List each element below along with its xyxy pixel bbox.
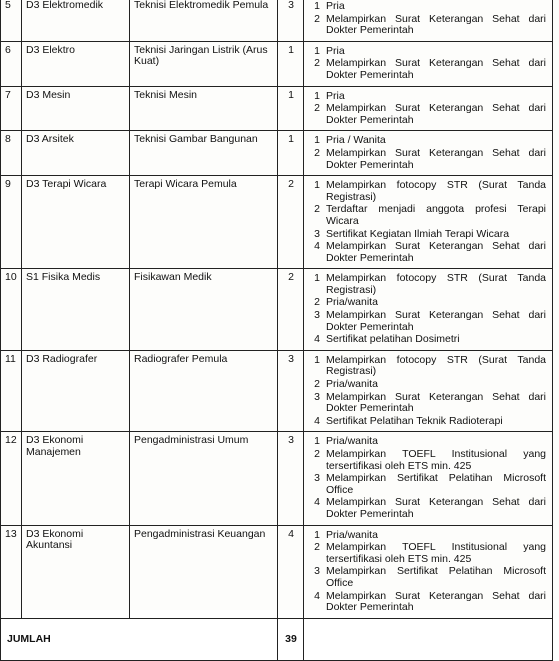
requirement-number: 2 [314,378,320,391]
requirement-item [308,566,549,589]
position-count: 3 [278,0,304,41]
education-program: D3 Elektromedik [22,0,130,41]
row-number: 6 [1,41,22,86]
formation-table-body [1,0,553,660]
requirement-text: Melampirkan Surat Keterangan Sehat dari Dokter Pemerintah [326,146,546,171]
position-count: 3 [278,350,304,432]
requirement-item [308,204,549,227]
requirement-item [308,58,549,81]
requirement-item [308,436,549,448]
requirements-cell [304,432,553,525]
requirement-item [308,297,549,309]
requirement-item [308,497,549,520]
requirement-text: Pria/wanita [326,435,378,448]
requirements-list [308,354,549,430]
requirements-cell [304,176,553,269]
requirement-number: 2 [314,448,320,460]
requirement-number: 4 [314,496,320,509]
requirement-item [308,103,549,126]
position-name: Teknisi Elektromedik Pemula [130,0,278,41]
requirement-text: Melampirkan fotocopy STR (Surat Tanda Registrasi) [326,272,546,296]
requirement-item [308,1,549,13]
requirements-list [308,45,549,84]
requirement-item [308,91,549,103]
requirement-item [308,273,549,296]
requirement-text: Pria [326,0,345,12]
row-number: 8 [1,131,22,176]
requirement-text: Pria / Wanita [326,134,386,147]
requirement-number: 1 [314,353,320,366]
table-row [1,0,553,41]
requirement-text: Melampirkan Surat Keterangan Sehat dari Dokter Pemerintah [326,240,546,264]
requirements-list [308,529,549,616]
requirement-item [308,591,549,614]
requirement-text: Melampirkan TOEFL Institusional yang tersertifikasi oleh ETS min. 425 [326,541,546,565]
requirement-number: 4 [314,414,320,427]
requirement-number: 1 [314,89,320,102]
requirement-number: 2 [314,146,320,159]
requirement-text: Melampirkan Surat Keterangan Sehat dari Dokter Pemerintah [326,496,546,520]
requirements-list [308,179,549,266]
requirement-text: Pria [326,44,345,57]
position-name: Radiografer Pemula [130,350,278,432]
position-count: 4 [278,525,304,618]
requirement-number: 1 [314,435,320,448]
education-program: D3 Terapi Wicara [22,176,130,269]
total-empty-cell [304,618,553,660]
education-program: D3 Ekonomi Manajemen [22,432,130,525]
position-name: Teknisi Gambar Bangunan [130,131,278,176]
row-number: 5 [1,0,22,41]
requirement-number: 1 [314,272,320,285]
table-row [1,176,553,269]
table-row [1,41,553,86]
requirement-number: 2 [314,57,320,70]
requirement-item [308,379,549,391]
requirements-list [308,134,549,173]
requirement-item [308,416,549,428]
total-label: JUMLAH [1,618,278,660]
requirement-item [308,310,549,333]
requirement-text: Melampirkan Surat Keterangan Sehat dari Dokter Pemerintah [326,390,546,415]
position-name: Terapi Wicara Pemula [130,176,278,269]
requirement-text: Sertifikat Kegiatan Ilmiah Terapi Wicara [326,227,510,240]
table-row [1,432,553,525]
row-number: 9 [1,176,22,269]
requirement-text: Pria/wanita [326,528,378,541]
education-program: D3 Mesin [22,86,130,131]
requirements-cell [304,269,553,351]
row-number: 10 [1,269,22,351]
requirement-number: 2 [314,203,320,216]
position-name: Fisikawan Medik [130,269,278,351]
requirement-item [308,148,549,171]
requirement-item [308,135,549,147]
table-row [1,525,553,618]
requirement-text: Melampirkan Surat Keterangan Sehat dari Dokter Pemerintah [326,309,546,333]
education-program: D3 Radiografer [22,350,130,432]
requirement-number: 1 [314,44,320,57]
requirement-item [308,530,549,542]
row-number: 11 [1,350,22,432]
position-count: 2 [278,269,304,351]
requirement-item [308,542,549,565]
requirements-cell [304,86,553,131]
position-name: Teknisi Jaringan Listrik (Arus Kuat) [130,41,278,86]
position-count: 1 [278,86,304,131]
requirement-number: 3 [314,309,320,322]
row-number: 7 [1,86,22,131]
requirements-cell [304,350,553,432]
requirements-cell [304,131,553,176]
position-count: 1 [278,131,304,176]
education-program: D3 Ekonomi Akuntansi [22,525,130,618]
position-count: 2 [278,176,304,269]
requirement-item [308,355,549,378]
requirements-cell [304,41,553,86]
position-count: 3 [278,432,304,525]
requirements-list [308,90,549,129]
position-name: Pengadministrasi Umum [130,432,278,525]
requirement-item [308,229,549,241]
requirement-item [308,46,549,58]
requirement-item [308,392,549,415]
requirement-number: 3 [314,227,320,240]
requirement-text: Melampirkan Sertifikat Pelatihan Microsoft Office [326,472,546,496]
requirement-item [308,180,549,203]
requirement-text: Melampirkan Surat Keterangan Sehat dari Dokter Pemerintah [326,57,546,81]
table-row [1,131,553,176]
requirement-number: 3 [314,472,320,485]
table-row [1,269,553,351]
requirement-text: Melampirkan Surat Keterangan Sehat dari Dokter Pemerintah [326,12,546,37]
total-row [1,618,553,660]
requirement-number: 1 [314,134,320,147]
requirement-text: Pria/wanita [326,378,378,391]
table-row [1,350,553,432]
requirement-number: 1 [314,0,320,12]
position-name: Teknisi Mesin [130,86,278,131]
requirement-number: 2 [314,296,320,309]
education-program: D3 Arsitek [22,131,130,176]
requirements-cell [304,0,553,41]
requirement-text: Melampirkan Surat Keterangan Sehat dari Dokter Pemerintah [326,589,546,614]
education-program: S1 Fisika Medis [22,269,130,351]
requirements-cell [304,525,553,618]
requirement-text: Melampirkan Sertifikat Pelatihan Microsoft Office [326,565,546,589]
requirement-number: 1 [314,528,320,541]
requirement-text: Melampirkan fotocopy STR (Surat Tanda Registrasi) [326,353,546,378]
requirement-text: Sertifikat pelatihan Dosimetri [326,333,460,346]
requirement-number: 1 [314,179,320,192]
education-program: D3 Elektro [22,41,130,86]
requirement-number: 2 [314,102,320,115]
requirement-number: 2 [314,12,320,25]
table-row [1,86,553,131]
requirement-number: 3 [314,565,320,578]
requirement-text: Terdaftar menjadi anggota profesi Terapi Wicara [326,203,546,227]
row-number: 13 [1,525,22,618]
requirement-text: Melampirkan Surat Keterangan Sehat dari Dokter Pemerintah [326,102,546,126]
requirement-item [308,334,549,346]
row-number: 12 [1,432,22,525]
requirement-item [308,449,549,472]
position-count: 1 [278,41,304,86]
requirement-text: Sertifikat Pelatihan Teknik Radioterapi [326,414,503,427]
requirement-number: 2 [314,541,320,554]
requirement-item [308,473,549,496]
requirement-item [308,241,549,264]
total-count: 39 [278,618,304,660]
requirement-number: 3 [314,390,320,403]
requirement-number: 4 [314,240,320,253]
requirement-text: Melampirkan TOEFL Institusional yang tersertifikasi oleh ETS min. 425 [326,448,546,472]
position-name: Pengadministrasi Keuangan [130,525,278,618]
requirement-number: 4 [314,333,320,346]
requirement-item [308,14,549,37]
requirement-text: Pria/wanita [326,296,378,309]
requirements-list [308,272,549,348]
requirement-text: Melampirkan fotocopy STR (Surat Tanda Registrasi) [326,179,546,203]
requirements-list [308,0,549,39]
requirements-list [308,435,549,522]
requirement-text: Pria [326,89,345,102]
requirement-number: 4 [314,589,320,602]
